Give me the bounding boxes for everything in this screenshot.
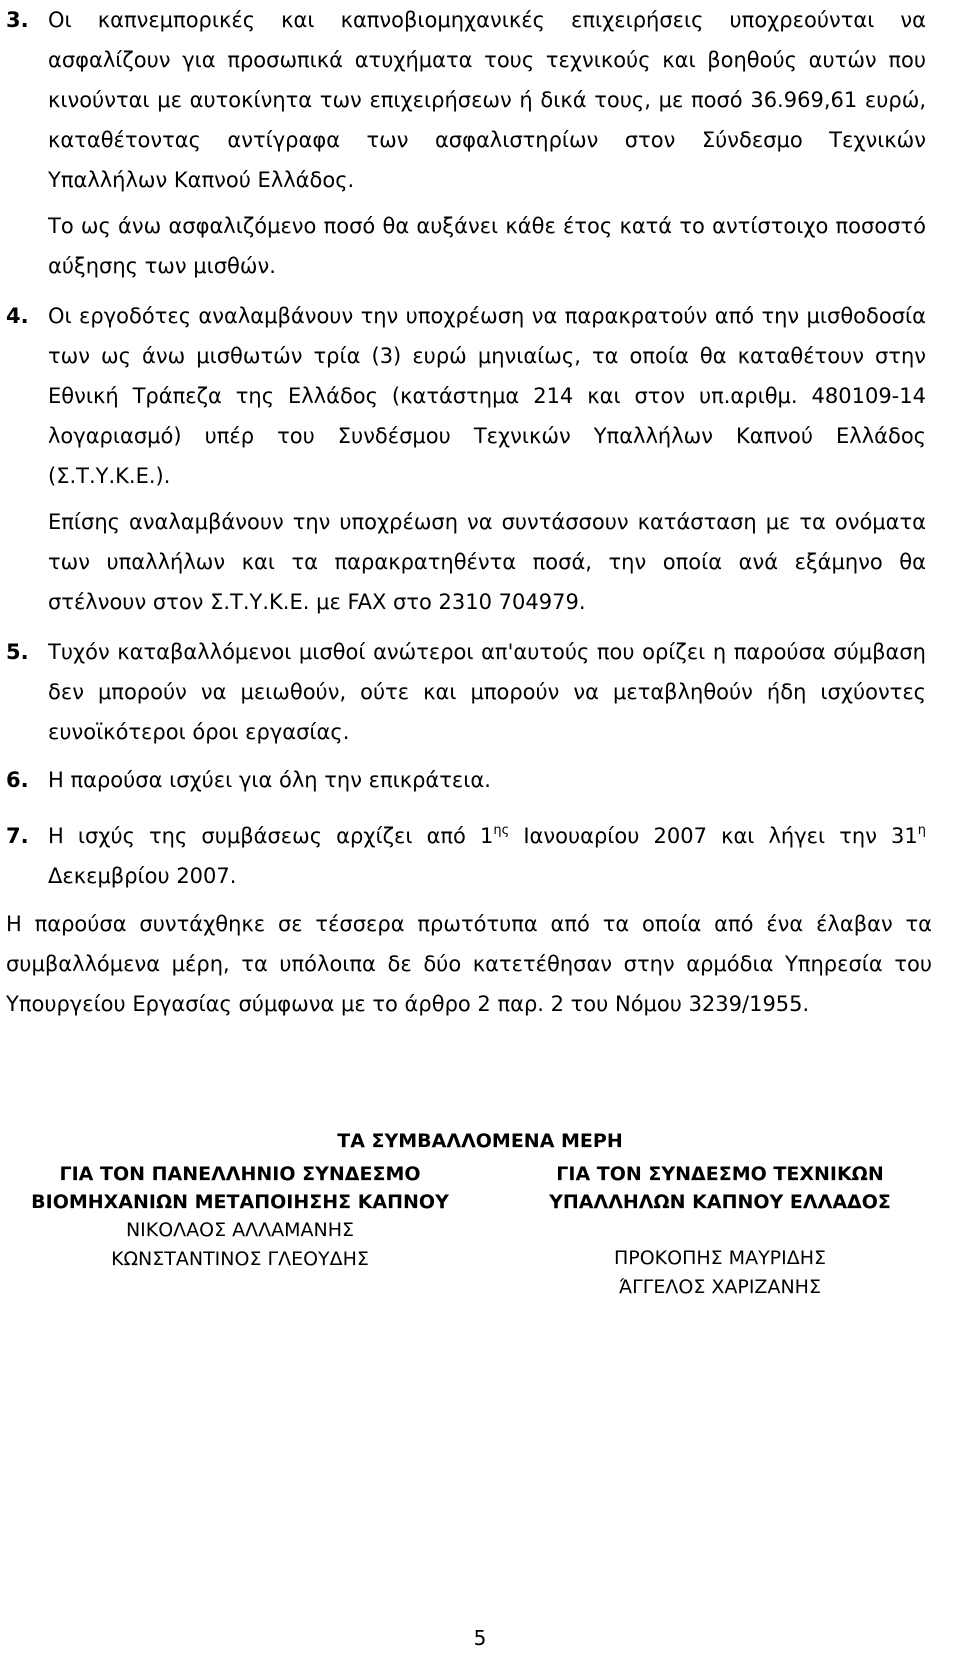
clause-subparagraph: Επίσης αναλαμβάνουν την υποχρέωση να συντάσσουν κατάσταση με τα ονόματα των υπαλλήλων και τα παρακρατηθέντα ποσά, την οποία ανά εξάμηνο θα στέλνουν στον Σ.Τ.Υ.Κ.Ε. με FAX στο 2310 704979. — [48, 510, 926, 614]
signatory-name: ΚΩΝΣΤΑΝΤΙΝΟΣ ΓΛΕΟΥΔΗΣ — [111, 1248, 369, 1270]
signature-block-right — [510, 1160, 930, 1302]
clause-number: 6. — [6, 768, 29, 792]
signatory-name: ΆΓΓΕΛΟΣ ΧΑΡΙΖΑΝΗΣ — [619, 1276, 821, 1298]
clause-text: Τυχόν καταβαλλόμενοι μισθοί ανώτεροι απ'αυτούς που ορίζει η παρούσα σύμβαση δεν μπορούν να μειωθούν, ούτε και μπορούν να μεταβληθούν ήδη ισχύοντες ευνοϊκότεροι όροι εργασίας. — [48, 640, 926, 744]
signatory-organization: ΓΙΑ ΤΟΝ ΣΥΝΔΕΣΜΟ ΤΕΧΝΙΚΩΝ ΥΠΑΛΛΗΛΩΝ ΚΑΠΝΟΥ ΕΛΛΑΔΟΣ — [549, 1163, 891, 1213]
clause-text: Η παρούσα ισχύει για όλη την επικράτεια. — [48, 768, 491, 792]
page-number: 5 — [473, 1626, 487, 1650]
closing-paragraph: Η παρούσα συντάχθηκε σε τέσσερα πρωτότυπα από τα οποία από ένα έλαβαν τα συμβαλλόμενα μέρη, τα υπόλοιπα δε δύο κατετέθησαν στην αρμόδια Υπηρεσία του Υπουργείου Εργασίας σύμφωνα με το άρθρο 2 παρ. 2 του Νόμου 3239/1955. — [6, 912, 932, 1016]
signatory-name: ΠΡΟΚΟΠΗΣ ΜΑΥΡΙΔΗΣ — [613, 1247, 827, 1269]
clause-number: 5. — [6, 640, 29, 664]
clause-text: Οι εργοδότες αναλαμβάνουν την υποχρέωση να παρακρατούν από την μισθοδοσία των ως άνω μισθωτών τρία (3) ευρώ μηνιαίως, τα οποία θα καταθέτουν στην Εθνική Τράπεζα της Ελλάδος (κατάστημα 214 και στον υπ.αριθμ. 480109-14 λογαριασμό) υπέρ του Συνδέσμου Τεχνικών Υπαλλήλων Καπνού Ελλάδος (Σ.Τ.Υ.Κ.Ε.). — [48, 304, 926, 488]
signatory-name: ΝΙΚΟΛΑΟΣ ΑΛΛΑΜΑΝΗΣ — [125, 1219, 355, 1241]
clause-subparagraph: Το ως άνω ασφαλιζόμενο ποσό θα αυξάνει κάθε έτος κατά το αντίστοιχο ποσοστό αύξησης των μισθών. — [48, 214, 926, 278]
clause-text: Οι καπνεμπορικές και καπνοβιομηχανικές επιχειρήσεις υποχρεούνται να ασφαλίζουν για προσωπικά ατυχήματα τους τεχνικούς και βοηθούς αυτών που κινούνται με αυτοκίνητα των επιχειρήσεων ή δικά τους, με ποσό 36.969,61 ευρώ, καταθέτοντας αντίγραφα των ασφαλιστηρίων στον Σύνδεσμο Τεχνικών Υπαλλήλων Καπνού Ελλάδος. — [48, 8, 926, 192]
clause-3 — [6, 0, 926, 286]
clause-5 — [6, 632, 926, 752]
signature-block-left — [24, 1160, 456, 1274]
clause-number: 4. — [6, 304, 29, 328]
signatures-title: ΤΑ ΣΥΜΒΑΛΛΟΜΕΝΑ ΜΕΡΗ — [337, 1130, 623, 1152]
clause-6 — [6, 760, 926, 800]
clause-4 — [6, 296, 926, 622]
clause-number: 3. — [6, 8, 29, 32]
clause-text: Η ισχύς της συμβάσεως αρχίζει από $1^{\eta\varsigma}$ Ιανουαρίου 2007 και λήγει την $31^\eta$ Δεκεμβρίου 2007. — [48, 822, 927, 888]
clause-number: 7. — [6, 824, 29, 848]
clause-7 — [6, 816, 926, 896]
signatory-organization: ΓΙΑ ΤΟΝ ΠΑΝΕΛΛΗΝΙΟ ΣΥΝΔΕΣΜΟ ΒΙΟΜΗΧΑΝΙΩΝ ΜΕΤΑΠΟΙΗΣΗΣ ΚΑΠΝΟΥ — [31, 1163, 449, 1213]
